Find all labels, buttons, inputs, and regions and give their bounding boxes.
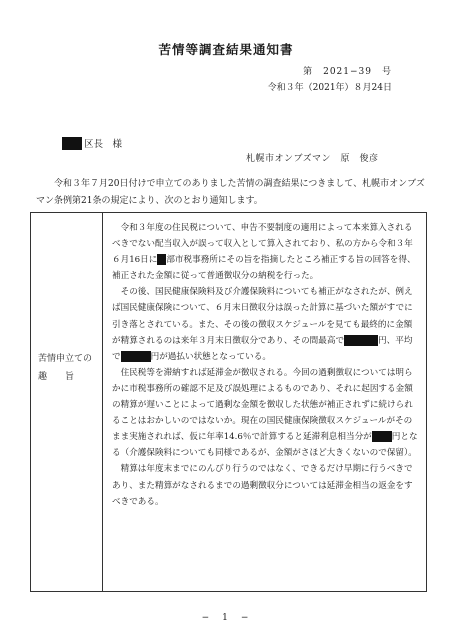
recipient xyxy=(62,136,122,150)
content-paragraph-1 xyxy=(112,220,418,284)
p1-text-a: 令和３年度の住民税について、申告不要制度の適用によって本来算入されるべきでない配当収入が誤って収入として算入されており、私の方から令和３年６月16日に xyxy=(112,223,413,266)
sender-name: 札幌市オンブズマン 原 俊彦 xyxy=(246,154,379,164)
table-label-cell xyxy=(38,350,92,386)
table-content-cell xyxy=(112,220,418,510)
redaction-block xyxy=(157,254,166,265)
redaction-block xyxy=(344,335,378,346)
intro-paragraph: 令和３年７月20日付けで申立てのありました苦情の調査結果につきまして、札幌市オンブズマン条例第21条の規定により、次のとおり通知します。 xyxy=(36,179,425,206)
document-title: 苦情等調査結果通知書 xyxy=(158,42,294,57)
label-line-2: 趣 旨 xyxy=(38,372,75,382)
p2-text-c: 円が過払い状態となっている。 xyxy=(150,351,271,362)
label-line-1: 苦情申立ての xyxy=(38,354,93,364)
p1-text-b: 部市税事務所にその旨を指摘したところ補正する旨の回答を得、補正された金額に従って普通徴収分の納税を行った。 xyxy=(112,255,416,282)
redaction-block xyxy=(372,431,392,442)
content-paragraph-4: 精算は年度末までにのんびり行うのではなく、できるだけ早期に行うべきであり、また精算がなされるまでの過剰徴収分については延滞金相当の返金をすべきである。 xyxy=(112,464,413,507)
page-number: − 1 − xyxy=(201,613,251,623)
redaction-block xyxy=(62,137,82,150)
redaction-block xyxy=(121,351,151,362)
content-paragraph-3 xyxy=(112,365,418,462)
p2-text-a: その後、国民健康保険料及び介護保険料についても補正がなされたが、例えば国民健康保険について、６月末日徴収分は誤った計算に基づいた額がすでに引き落とされている。また、その後の徴収スケジュールを見ても最終的に金額が精算されるのは来年３月末日徴収分であり、その間最高で xyxy=(112,287,413,346)
document-date: 令和３年（2021年）８月24日 xyxy=(267,83,392,93)
content-paragraph-2 xyxy=(112,284,418,364)
p3-text-a: 住民税等を滞納すれば延滞金が徴収される。今回の過剰徴収については明らかに市税事務所の確認不足及び誤処理によるものであり、それに起因する金額の精算が遅いことによって過剰な金額を徴収した状態が補正されずに続けられることはおかしいのではないか。現在の国民健康保険徴収スケジュールがそのまま実施されれば、仮に年率14.6％で計算すると延滞利息相当分が xyxy=(112,367,413,443)
recipient-suffix: 区長 様 xyxy=(84,139,123,150)
p2-text-b: 円、平均で xyxy=(112,335,413,362)
table-divider xyxy=(102,212,103,592)
document-number: 第 2021−39 号 xyxy=(303,67,392,77)
p3-text-b: 円となる（介護保険料についても同様であるが、金額がさほど大きくないので保留）。 xyxy=(112,432,418,459)
